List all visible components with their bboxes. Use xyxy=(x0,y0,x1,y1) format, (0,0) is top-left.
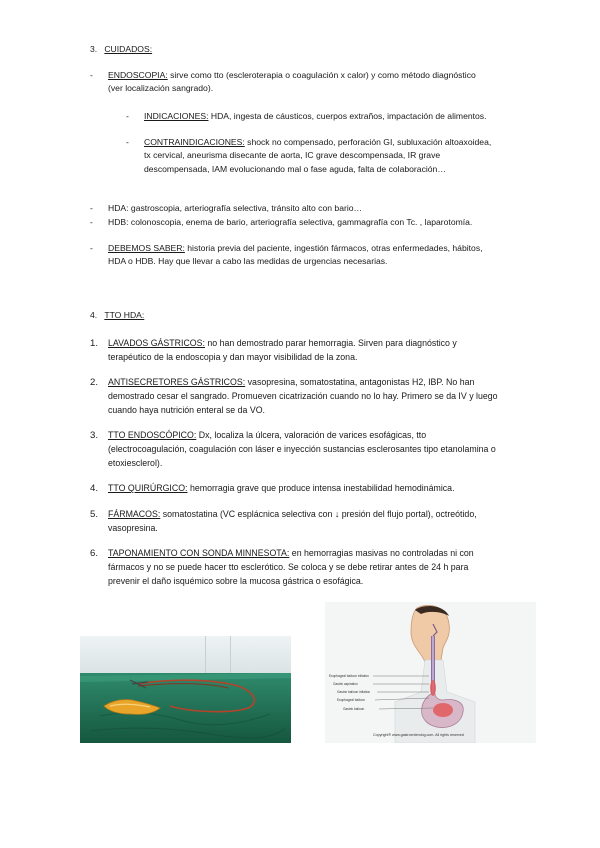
debemos-saber-paragraph xyxy=(108,242,558,269)
item-line-2: demostrado cesar el sangrado. Promueven cicatrización cuando no lo hay. Primero se da IV y luego xyxy=(108,390,498,401)
contraindicaciones-paragraph xyxy=(144,136,564,176)
item-label: TAPONAMIENTO CON SONDA MINNESOTA: xyxy=(108,548,290,558)
item-number: 6. xyxy=(90,548,99,559)
indicaciones-text: HDA, ingesta de cáusticos, cuerpos extraños, impactación de alimentos. xyxy=(210,111,487,121)
tto-item-endoscopico xyxy=(108,429,568,470)
minnesota-tube-illustration xyxy=(80,636,291,743)
item-line-1: Dx, localiza la úlcera, valoración de varices esofágicas, tto xyxy=(198,430,427,440)
indicaciones-label: INDICACIONES: xyxy=(144,111,209,121)
section-3-number: 3. xyxy=(90,44,98,54)
debemos-saber-label: DEBEMOS SABER: xyxy=(108,243,185,253)
endoscopia-line-2: (ver localización sangrado). xyxy=(108,83,214,94)
endoscopia-paragraph xyxy=(108,69,548,96)
item-number: 1. xyxy=(90,338,99,349)
diagram-label: Esophageal balloon xyxy=(337,698,366,702)
hdb-line: HDB: colonoscopia, enema de bario, arteriografía selectiva, gammagrafía con Tc. , laparotomía. xyxy=(108,217,473,227)
contraindicaciones-line-1: shock no compensado, perforación GI, subluxación altoaxoidea, xyxy=(247,137,492,147)
item-line-3: etoxiesclerol). xyxy=(108,457,163,468)
item-line-2: (electrocoagulación, coagulación con láser e inyección sustancias esclerosantes tipo etanolamina o xyxy=(108,443,496,454)
esophagus-diagram-illustration xyxy=(325,602,536,743)
diagram-label: Esophageal balloon inflation xyxy=(329,674,369,678)
section-3-heading xyxy=(90,43,152,56)
debemos-saber-line-1: historia previa del paciente, ingestión fármacos, otras enfermedades, hábitos, xyxy=(187,243,483,253)
diagram-label: Gastric aspiration xyxy=(333,682,358,686)
indicaciones-paragraph xyxy=(144,110,564,123)
hda-line: HDA: gastroscopia, arteriografía selectiva, tránsito alto con bario… xyxy=(108,203,363,213)
bullet-dash: - xyxy=(126,137,129,147)
item-line-3: cuando haya nutrición enteral se da VO. xyxy=(108,404,265,415)
tto-item-quirurgico xyxy=(108,482,568,496)
item-line-2: terapéutico de la endoscopia y dan mayor visibilidad de la zona. xyxy=(108,351,358,362)
item-label: FÁRMACOS: xyxy=(108,509,161,519)
item-line-1: vasopresina, somatostatina, antagonistas H2, IBP. No han xyxy=(247,377,475,387)
diagram-label: Gastric balloon xyxy=(343,707,365,711)
minnesota-tube-photo xyxy=(80,636,291,743)
item-line-1: somatostatina (VC esplácnica selectiva con ↓ presión del flujo portal), octreótido, xyxy=(162,509,477,519)
bullet-dash: - xyxy=(90,217,93,227)
contraindicaciones-line-2: tx cervical, aneurisma disecante de aorta, IC grave descompensada, IR grave xyxy=(144,150,441,161)
item-number: 5. xyxy=(90,509,99,520)
tto-item-taponamiento xyxy=(108,547,568,588)
contraindicaciones-label: CONTRAINDICACIONES: xyxy=(144,137,245,147)
contraindicaciones-line-3: descompensada, IAM evolucionando mal o fase aguda, falta de colaboración… xyxy=(144,163,446,174)
item-number: 2. xyxy=(90,377,99,388)
minnesota-diagram xyxy=(325,602,536,743)
bullet-dash: - xyxy=(90,203,93,213)
item-label: ANTISECRETORES GÁSTRICOS: xyxy=(108,377,246,387)
item-line-1: en hemorragias masivas no controladas ni con xyxy=(291,548,474,558)
bullet-dash: - xyxy=(126,111,129,121)
item-number: 3. xyxy=(90,430,99,441)
item-label: TTO QUIRÚRGICO: xyxy=(108,483,188,493)
item-line-1: no han demostrado parar hemorragia. Sirven para diagnóstico y xyxy=(207,338,457,348)
diagram-label: Gastric balloon inflation xyxy=(337,690,371,694)
tto-item-farmacos xyxy=(108,508,568,536)
tto-item-antisecretores xyxy=(108,376,568,417)
bullet-dash: - xyxy=(90,243,93,253)
item-number: 4. xyxy=(90,483,99,494)
bullet-dash: - xyxy=(90,70,93,80)
section-4-heading xyxy=(90,309,144,322)
item-label: TTO ENDOSCÓPICO: xyxy=(108,430,197,440)
section-4-number: 4. xyxy=(90,310,98,320)
endoscopia-label: ENDOSCOPIA: xyxy=(108,70,168,80)
item-line-3: prevenir el daño isquémico sobre la mucosa gástrica o esofágica. xyxy=(108,575,364,586)
tto-item-lavados xyxy=(108,337,568,365)
item-label: LAVADOS GÁSTRICOS: xyxy=(108,338,205,348)
endoscopia-line-1: sirve como tto (escleroterapia o coagulación x calor) y como método diagnóstico xyxy=(170,70,476,80)
item-line-2: vasopresina. xyxy=(108,522,158,533)
diagram-copyright: Copyright® www.gastroenterolog.com. All rights reserved xyxy=(373,733,464,737)
section-4-title: TTO HDA: xyxy=(104,310,145,320)
section-3-title: CUIDADOS: xyxy=(104,44,153,54)
debemos-saber-line-2: HDA o HDB. Hay que llevar a cabo las medidas de urgencias necesarias. xyxy=(108,256,388,267)
item-line-2: fármacos y no se puede hacer tto esclerótico. Se coloca y se debe retirar antes de 24 h para xyxy=(108,561,469,572)
item-line-1: hemorragia grave que produce intensa inestabilidad hemodinámica. xyxy=(189,483,455,493)
